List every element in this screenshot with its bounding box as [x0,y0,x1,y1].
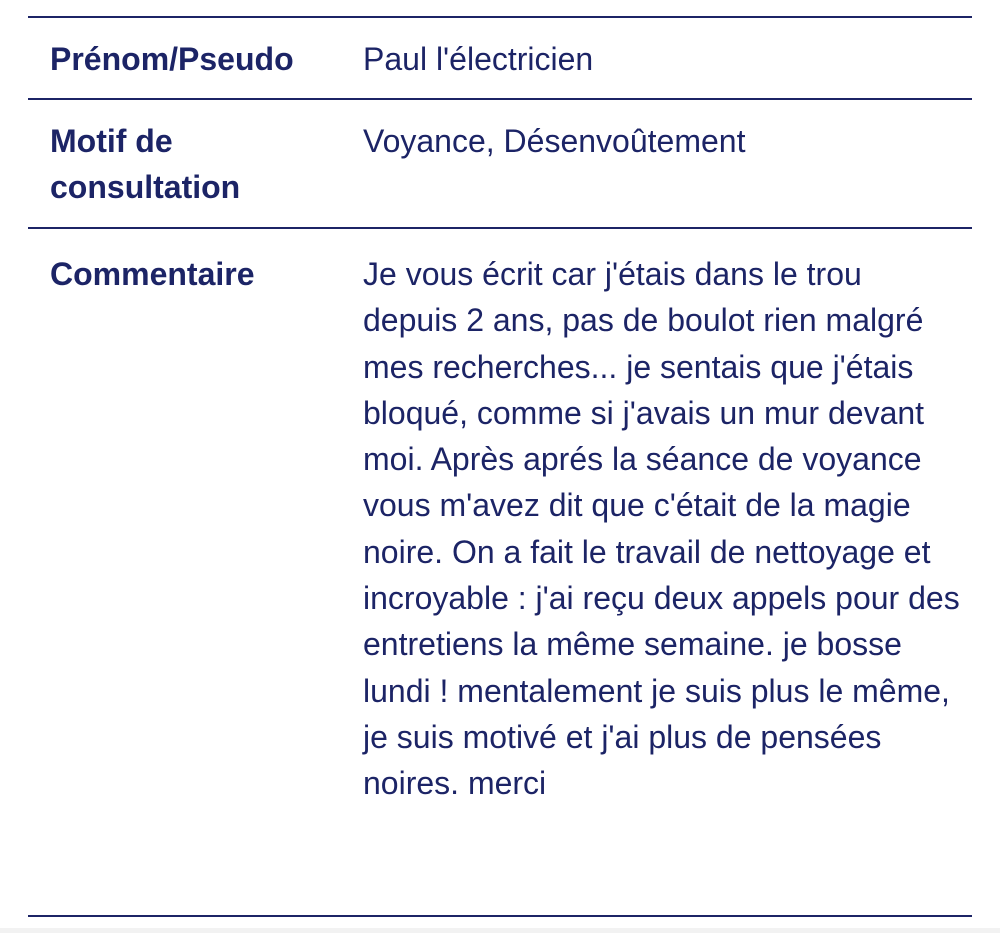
bottom-divider [0,928,1000,933]
motif-label: Motif de consultation [50,123,241,205]
motif-value: Voyance, Désenvoûtement [363,123,746,159]
table-row-comment [28,227,972,917]
table-row-name [28,16,972,98]
testimonial-table [28,16,972,917]
comment-value: Je vous écrit car j'étais dans le trou depuis 2 ans, pas de boulot rien malgré mes recherches... je sentais que j'étais bloqué, comme si j'avais un mur devant moi. Après aprés la séance de voyance vous m'avez dit que c'était de la magie noire. On a fait le travail de nettoyage et incroyable : j'ai reçu deux appels pour des entretiens la même semaine. je bosse lundi ! mentalement je suis plus le même, je suis motivé et j'ai plus de pensées noires. merci [363,256,960,802]
name-value: Paul l'électricien [363,41,594,77]
name-label: Prénom/Pseudo [50,41,294,77]
comment-label: Commentaire [50,256,255,292]
table-row-motif [28,98,972,227]
